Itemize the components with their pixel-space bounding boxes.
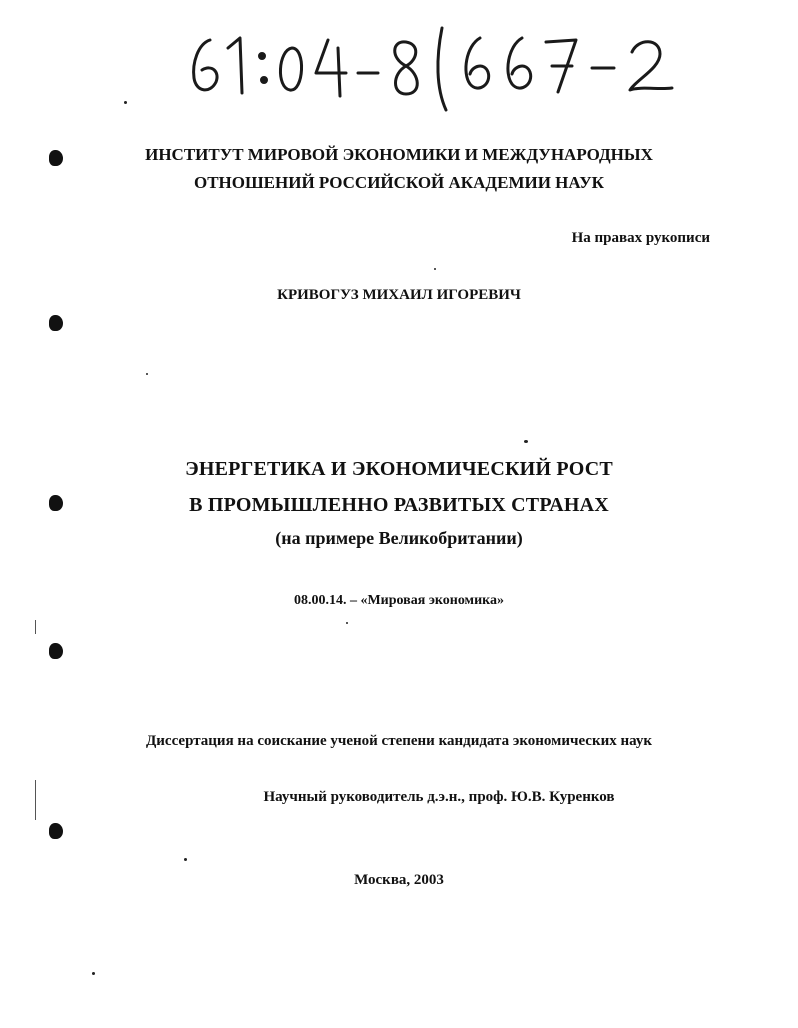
specialty: 08.00.14. – «Мировая экономика» xyxy=(293,593,505,608)
scan-speck xyxy=(524,440,528,443)
degree-statement: Диссертация на соискание ученой степени кандидата экономических наук xyxy=(145,733,653,749)
scan-speck xyxy=(124,101,127,104)
scan-edge-mark xyxy=(35,620,36,634)
scan-speck xyxy=(92,972,95,975)
dissertation-subtitle: (на примере Великобритании) xyxy=(275,528,523,548)
punch-mark xyxy=(49,315,63,331)
scan-speck xyxy=(346,622,348,624)
punch-mark xyxy=(49,643,63,659)
dissertation-title-line-1: ЭНЕРГЕТИКА И ЭКОНОМИЧЕСКИЙ РОСТ xyxy=(185,458,613,480)
place-year: Москва, 2003 xyxy=(354,872,444,888)
punch-mark xyxy=(49,823,63,839)
scan-speck xyxy=(146,373,148,375)
author-name: КРИВОГУЗ МИХАИЛ ИГОРЕВИЧ xyxy=(277,287,521,303)
handwritten-archive-code xyxy=(180,18,700,113)
dissertation-title-line-2: В ПРОМЫШЛЕННО РАЗВИТЫХ СТРАНАХ xyxy=(189,494,609,516)
scan-speck xyxy=(434,268,436,270)
institution-line-1: ИНСТИТУТ МИРОВОЙ ЭКОНОМИКИ И МЕЖДУНАРОДНЫХ xyxy=(145,145,653,164)
manuscript-rights: На правах рукописи xyxy=(571,230,710,246)
scan-speck xyxy=(184,858,187,861)
institution-line-2: ОТНОШЕНИЙ РОССИЙСКОЙ АКАДЕМИИ НАУК xyxy=(194,173,604,192)
supervisor: Научный руководитель д.э.н., проф. Ю.В. Куренков xyxy=(263,789,615,805)
